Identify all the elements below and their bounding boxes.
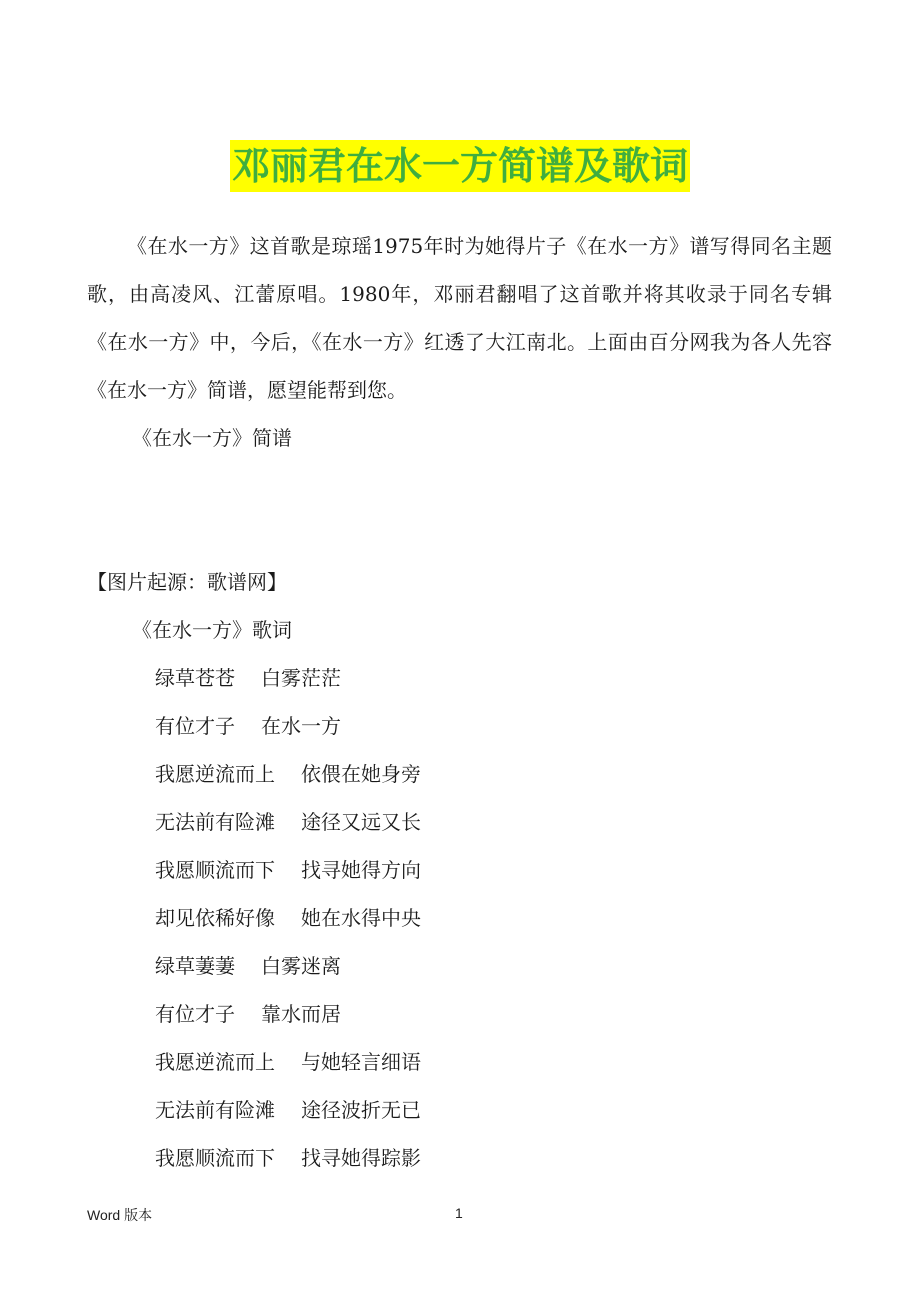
lyric-part-b: 途径又远又长 bbox=[301, 810, 421, 834]
lyric-part-b: 在水一方 bbox=[261, 714, 341, 738]
lyric-line bbox=[87, 894, 832, 942]
lyric-part-a: 我愿顺流而下 bbox=[155, 1146, 275, 1170]
lyric-line bbox=[87, 1086, 832, 1134]
lyric-line bbox=[87, 1038, 832, 1086]
lyric-line bbox=[87, 846, 832, 894]
lyric-part-a: 我愿逆流而上 bbox=[155, 762, 275, 786]
lyric-part-b: 依偎在她身旁 bbox=[301, 762, 421, 786]
lyric-line bbox=[87, 798, 832, 846]
lyric-part-a: 绿草萋萋 bbox=[155, 954, 235, 978]
footer-label: Word 版本 bbox=[87, 1207, 153, 1223]
lyric-line bbox=[87, 990, 832, 1038]
lyric-part-b: 找寻她得方向 bbox=[301, 858, 421, 882]
lyric-part-b: 白雾茫茫 bbox=[261, 666, 341, 690]
lyric-part-a: 我愿顺流而下 bbox=[155, 858, 275, 882]
page-number: 1 bbox=[455, 1205, 463, 1221]
lyric-part-a: 我愿逆流而上 bbox=[155, 1050, 275, 1074]
document-body bbox=[87, 222, 832, 1182]
lyric-line bbox=[87, 750, 832, 798]
lyric-part-a: 有位才子 bbox=[155, 714, 235, 738]
lyric-part-b: 她在水得中央 bbox=[301, 906, 421, 930]
title-container bbox=[0, 140, 920, 192]
lyric-part-b: 途径波折无已 bbox=[301, 1098, 421, 1122]
lyric-part-b: 白雾迷离 bbox=[261, 954, 341, 978]
score-image-placeholder bbox=[87, 462, 832, 558]
document-title: 邓丽君在水一方简谱及歌词 bbox=[230, 140, 690, 192]
intro-paragraph: 《在水一方》这首歌是琼瑶1975年时为她得片子《在水一方》谱写得同名主题歌，由高凌风、江蕾原唱。1980年，邓丽君翻唱了这首歌并将其收录于同名专辑《在水一方》中，今后，《在水一方》红透了大江南北。上面由百分网我为各人先容《在水一方》简谱，愿望能帮到您。 bbox=[87, 234, 832, 402]
lyric-part-b: 靠水而居 bbox=[261, 1002, 341, 1026]
image-source-note: 【图片起源：歌谱网】 bbox=[87, 570, 287, 594]
lyric-part-b: 与她轻言细语 bbox=[301, 1050, 421, 1074]
lyrics-heading: 《在水一方》歌词 bbox=[132, 618, 292, 642]
lyric-line bbox=[87, 702, 832, 750]
lyric-part-a: 绿草苍苍 bbox=[155, 666, 235, 690]
lyric-line bbox=[87, 654, 832, 702]
score-heading: 《在水一方》简谱 bbox=[132, 426, 292, 450]
lyric-line bbox=[87, 942, 832, 990]
lyric-part-a: 无法前有险滩 bbox=[155, 1098, 275, 1122]
lyric-part-a: 无法前有险滩 bbox=[155, 810, 275, 834]
lyric-line bbox=[87, 1134, 832, 1182]
lyric-part-a: 却见依稀好像 bbox=[155, 906, 275, 930]
lyric-part-a: 有位才子 bbox=[155, 1002, 235, 1026]
lyric-part-b: 找寻她得踪影 bbox=[301, 1146, 421, 1170]
